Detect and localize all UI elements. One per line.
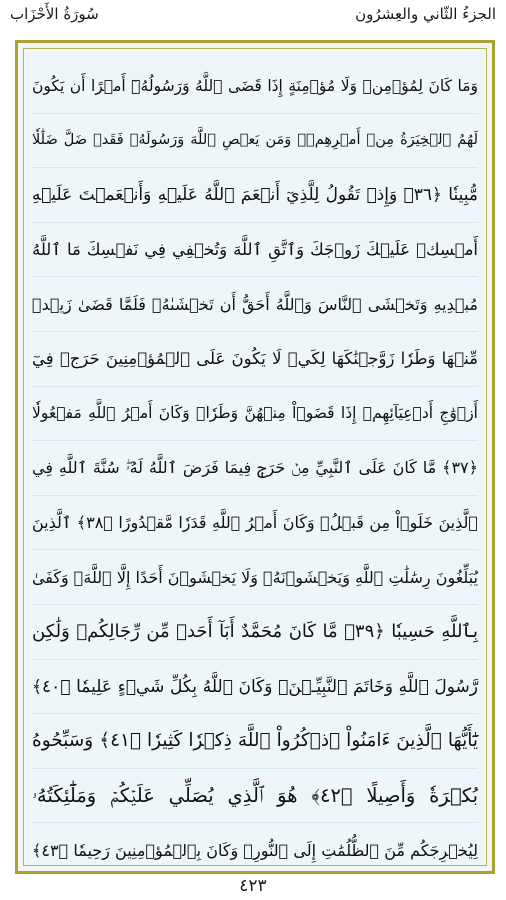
text-line-10: يُبَلِّغُونَ رِسَٰلَٰتِ ٱللَّهِ وَيَخۡشَوۡنَهُۥ وَلَا يَخۡشَوۡنَ أَحَدًا إِلَّا ٱللَّهَۗ وَكَفَىٰ [32, 550, 478, 605]
text-line-1: وَمَا كَانَ لِمُؤۡمِنٖ وَلَا مُؤۡمِنَةٍ إِذَا قَضَى ٱللَّهُ وَرَسُولُهُۥٓ أَمۡرًا أَن يَكُونَ [32, 59, 478, 114]
text-line-11: بِٱللَّهِ حَسِيبٗا ﴿٣٩﴾ مَّا كَانَ مُحَمَّدٌ أَبَآ أَحَدٖ مِّن رِّجَالِكُمۡ وَلَٰكِن [32, 605, 478, 660]
page-number: ٤٢٣ [239, 876, 267, 896]
text-line-15: لِيُخۡرِجَكُم مِّنَ ٱلظُّلُمَٰتِ إِلَى ٱلنُّورِۚ وَكَانَ بِٱلۡمُؤۡمِنِينَ رَحِيمٗا ﴿٤٣﴾ [32, 840, 478, 860]
text-line-13: يَٰٓأَيُّهَا ٱلَّذِينَ ءَامَنُواْ ٱذۡكُرُواْ ٱللَّهَ ذِكۡرٗا كَثِيرٗا ﴿٤١﴾ وَسَبِّحُوهُ [32, 714, 478, 769]
verse-text-block [31, 59, 478, 860]
text-line-6: مِّنۡهَا وَطَرٗا زَوَّجۡنَٰكَهَا لِكَيۡ لَا يَكُونَ عَلَى ٱلۡمُؤۡمِنِينَ حَرَجٞ فِيٓ [32, 332, 478, 387]
text-line-14: بُكۡرَةٗ وَأَصِيلًا ﴿٤٢﴾ هُوَ ٱلَّذِي يُصَلِّي عَلَيۡكُمۡ وَمَلَٰٓئِكَتُهُۥ [32, 769, 478, 824]
surah-title: سُورَةُ الأَحْزَاب [10, 5, 99, 23]
text-line-9: ٱلَّذِينَ خَلَوۡاْ مِن قَبۡلُۚ وَكَانَ أَمۡرُ ٱللَّهِ قَدَرٗا مَّقۡدُورًا ﴿٣٨﴾ ٱلَّذِينَ [32, 496, 478, 551]
text-line-12: رَّسُولَ ٱللَّهِ وَخَاتَمَ ٱلنَّبِيِّـۧنَۗ وَكَانَ ٱللَّهُ بِكُلِّ شَيۡءٍ عَلِيمٗا ﴿٤٠﴾ [32, 660, 478, 715]
text-line-4: أَمۡسِكۡ عَلَيۡكَ زَوۡجَكَ وَٱتَّقِ ٱللَّهَ وَتُخۡفِي فِي نَفۡسِكَ مَا ٱللَّهُ [32, 223, 478, 278]
page-header [0, 0, 506, 38]
text-line-5: مُبۡدِيهِ وَتَخۡشَى ٱلنَّاسَ وَٱللَّهُ أَحَقُّ أَن تَخۡشَىٰهُۖ فَلَمَّا قَضَىٰ زَيۡدٞ [32, 277, 478, 332]
text-line-8: ﴿٣٧﴾ مَّا كَانَ عَلَى ٱلنَّبِيِّ مِنۡ حَرَجٖ فِيمَا فَرَضَ ٱللَّهُ لَهُۥۖ سُنَّةَ ٱللَّهِ فِي [32, 441, 478, 496]
text-line-3: مُّبِينٗا ﴿٣٦﴾ وَإِذۡ تَقُولُ لِلَّذِيٓ أَنۡعَمَ ٱللَّهُ عَلَيۡهِ وَأَنۡعَمۡتَ عَلَيۡهِ [32, 168, 478, 223]
juz-title: الجزءُ الثّاني والعِشرُون [355, 5, 496, 23]
page-footer [0, 876, 506, 900]
page-frame [15, 40, 495, 874]
text-line-2: لَهُمُ ٱلۡخِيَرَةُ مِنۡ أَمۡرِهِمۡۗ وَمَن يَعۡصِ ٱللَّهَ وَرَسُولَهُۥ فَقَدۡ ضَلَّ ضَلَٰلٗا [32, 114, 478, 169]
text-line-7: أَزۡوَٰجِ أَدۡعِيَآئِهِمۡ إِذَا قَضَوۡاْ مِنۡهُنَّ وَطَرٗاۚ وَكَانَ أَمۡرُ ٱللَّهِ مَفۡعُولٗا [32, 387, 478, 442]
page-frame-inner [23, 48, 487, 866]
